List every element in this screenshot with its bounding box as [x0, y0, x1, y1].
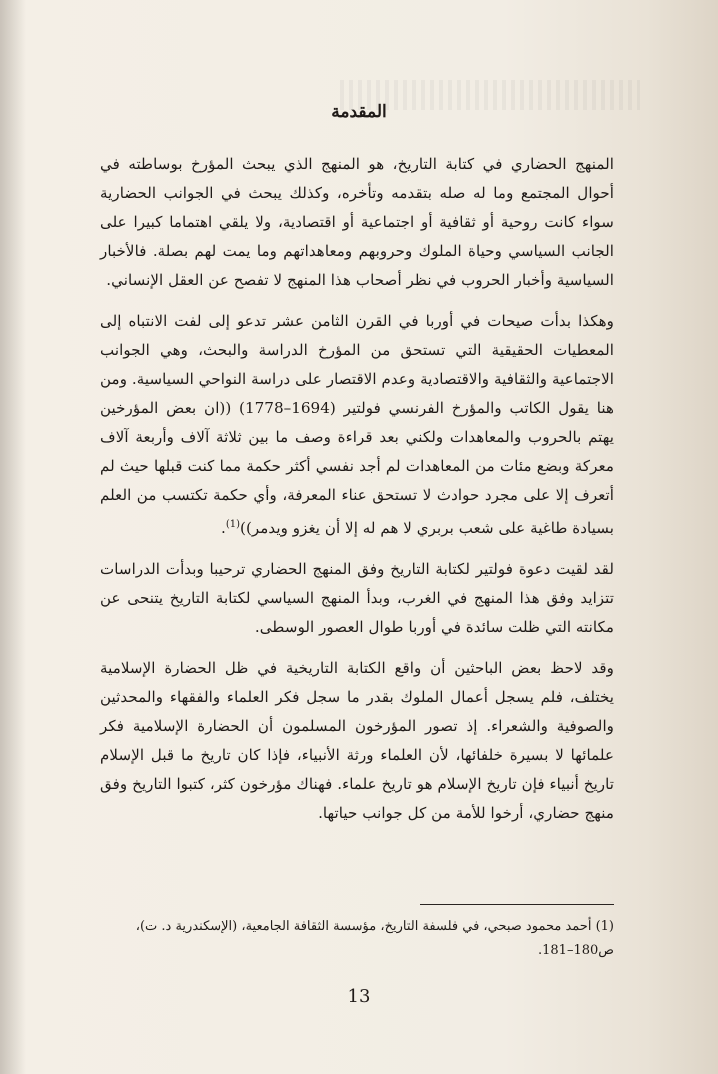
paragraph-1: المنهج الحضاري في كتابة التاريخ، هو المنهج الذي يبحث المؤرخ بوساطته في أحوال المجتمع وما له صله بتقدمه وتأخره، وكذلك يبحث في الجوانب الحضارية سواء كانت روحية أو ثقافية أو اجتماعية أو اقتصادية، ولا يلقي اهتماما كبيرا على الجانب السياسي وحياة الملوك وحروبهم ومعاهداتهم وما يمت لهم بصلة. فالأخبار السياسية وأخبار الحروب في نظر أصحاب هذا المنهج لا تفصح عن العقل الإنساني.	[100, 155, 614, 289]
paragraph-4: وقد لاحظ بعض الباحثين أن واقع الكتابة التاريخية في ظل الحضارة الإسلامية يختلف، فلم يسجل أعمال الملوك بقدر ما سجل فكر العلماء والفقهاء والمحدثين والصوفية والشعراء. إذ تصور المؤرخون المسلمون أن الحضارة الإسلامية فكر علمائها لا بسيرة خلفائها، لأن العلماء ورثة الأنبياء، فإذا كان تاريخ ما قبل الإسلام تاريخ أنبياء فإن تاريخ الإسلام هو تاريخ علماء. فهناك مؤرخون كثر، كتبوا التاريخ وفق منهج حضاري، أرخوا للأمة من كل جوانب حياتها.	[100, 659, 614, 823]
citation-marker: (1)	[225, 519, 241, 530]
citation-end: .	[221, 519, 226, 538]
page-number: 13	[347, 986, 371, 1007]
paragraph-2	[100, 307, 614, 543]
footnote-line-1: (1) أحمد محمود صبحي، في فلسفة التاريخ، مؤسسة الثقافة الجامعية، (الإسكندرية د. ت)،	[135, 919, 614, 934]
chapter-heading: المقدمة	[331, 102, 387, 122]
binding-shadow	[0, 0, 26, 1074]
body-text	[100, 150, 614, 840]
footnote-rule	[420, 904, 614, 905]
paragraph-3: لقد لقيت دعوة فولتير لكتابة التاريخ وفق المنهج الحضاري ترحيبا وبدأت الدراسات تتزايد وفق هذا المنهج في الغرب، وبدأ المنهج السياسي لكتابة التاريخ يتنحى عن مكانته التي ظلت سائدة في أوربا طوال العصور الوسطى.	[100, 560, 614, 637]
paragraph-2-text: وهكذا بدأت صيحات في أوربا في القرن الثامن عشر تدعو إلى لفت الانتباه إلى المعطيات الحقيقية التي تستحق من المؤرخ الدراسة والبحث، وهي الجوانب الاجتماعية والثقافية والاقتصادية وعدم الاقتصار على دراسة النواحي السياسية. ومن هنا يقول الكاتب والمؤرخ الفرنسي فولتير (1694–1778) ((ان بعض المؤرخين يهتم بالحروب والمعاهدات ولكني بعد قراءة وصف ما بين ثلاثة آلاف وأربعة آلاف معركة وبضع مئات من المعاهدات لم أجد نفسي أكثر حكمة مما كنت قبلها حيث لم أتعرف إلا على مجرد حوادث لا تستحق عناء المعرفة، وأي حكمة تكتسب من العلم بسيادة طاغية على شعب بربري لا هم له إلا أن يغزو ويدمر))	[100, 312, 614, 538]
footnote	[100, 915, 614, 963]
footnote-line-2: ص180–181.	[537, 943, 614, 958]
